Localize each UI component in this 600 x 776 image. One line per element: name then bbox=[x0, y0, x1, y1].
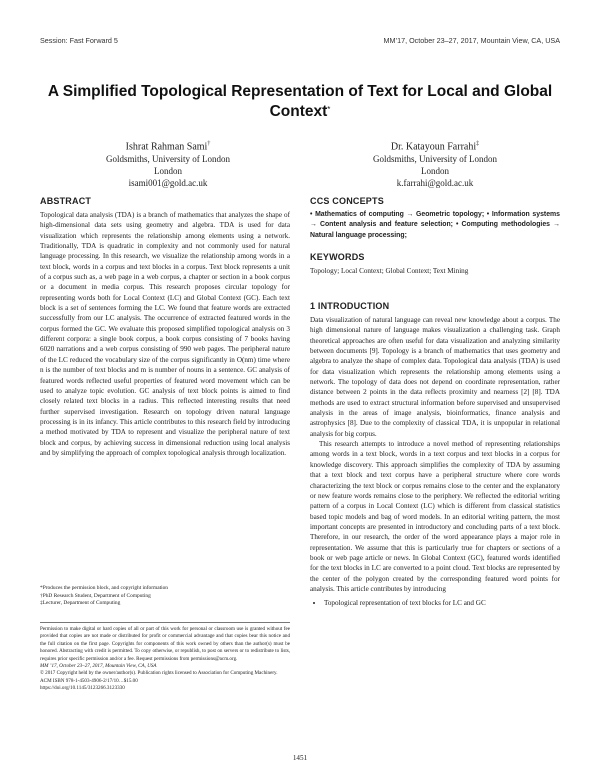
page-number: 1451 bbox=[292, 754, 308, 762]
author-affiliation: Goldsmiths, University of London bbox=[373, 154, 497, 165]
permission-doi: https://doi.org/10.1145/3123266.3123330 bbox=[40, 685, 125, 692]
ccs-heading: CCS CONCEPTS bbox=[310, 196, 384, 206]
footnote-1: *Produces the permission block, and copyright information bbox=[40, 585, 169, 591]
ccs-body bbox=[310, 210, 560, 241]
permission-isbn: ACM ISBN 978-1-4503-4906-2/17/10…$15.00 bbox=[40, 677, 138, 684]
running-header-venue: MM’17, October 23–27, 2017, Mountain View, CA, USA bbox=[383, 36, 560, 45]
author-name: Dr. Katayoun Farrahi bbox=[390, 141, 477, 153]
permission-block bbox=[40, 626, 290, 693]
ccs-text: • Mathematics of computing → Geometric topology; • Information systems → Content analysis and feature selection; • Computing methodologies → Natural language processing; bbox=[310, 211, 560, 239]
permission-copyright: © 2017 Copyright held by the owner/author(s). Publication rights licensed to Association for Computing Machinery. bbox=[40, 670, 278, 677]
contribution-item: • Topological representation of text blocks for LC and GC bbox=[324, 598, 560, 608]
permission-text: Permission to make digital or hard copies of all or part of this work for personal or classroom use is granted without fee provided that copies are not made or distributed for profit or commercial advantage and that copies bear this notice and the full citation on the first page. Copyrights for components of this work owned by others than the author(s) must be honored. Abstracting with credit is permitted. To copy otherwise, or republish, to post on servers or to redistribute to lists, requires prior specific permission and/or a fee. Request permissions from permissions@acm.org. bbox=[40, 626, 290, 662]
footnote-3: ‡Lecturer, Department of Computing bbox=[40, 600, 121, 607]
contribution-list bbox=[310, 598, 560, 608]
keywords-text: Topology; Local Context; Global Context; Text Mining bbox=[310, 267, 469, 275]
introduction-heading: 1 INTRODUCTION bbox=[310, 301, 390, 311]
abstract-text: Topological data analysis (TDA) is a branch of mathematics that analyzes the shape of high-dimensional data sets using geometry and algebra. TDA is used for data visualization which represents the relationship among elements using a network. Traditionally, TDA is quadratic in complexity and not commonly used for natural language processing. In this research, we visualize the relationship among words in a text block, words in a corpus and text blocks in a corpus. Text block represents a unit of a corpus such as, a web page in a web corpus, a chapter or section in a book corpus or a document in media corpus. This research proposes circular topology for representing words both for Local Context (LC) and Global Context (GC). Each text block is a set of sentences forming the LC. We found that feature words are extracted successfully from our LC analysis. The occurrence of extracted featured words in the corpus formed the GC. We evaluate this proposed simplified topological analysis on 3 different corpora: a single book corpus, a book corpus consisting of 7 books having 6020 narrations and a web corpus consisting of 990 web pages. The peripheral nature of the LC reduced the vocabulary size of the corpus significantly in O(nm) time where n is the number of text blocks and m is number of nouns in a sentence. GC analysis of featured words reflected useful properties of featured word movement which can be used to analyze topic evolution. GC analysis of text block points is aimed to find closely related text blocks in a radius. This reflected interesting results that need further supervised investigation. Research on topology driven natural language processing is in its infancy. This article contributes to this research field by introducing a method motivated by TDA to represent and visualize the peripheral nature of text block and corpus, by achieving success in dimensional reduction using local analysis and by simplifying the approach of complex topological analysis through localization. bbox=[40, 211, 290, 457]
abstract-heading: ABSTRACT bbox=[40, 196, 92, 206]
footnotes bbox=[40, 585, 290, 608]
keywords-body bbox=[310, 266, 560, 276]
author-city: London bbox=[421, 166, 449, 177]
author-block-1 bbox=[68, 138, 268, 189]
title-footnote-mark: * bbox=[327, 105, 331, 114]
author-affiliation: Goldsmiths, University of London bbox=[106, 154, 230, 165]
permission-venue: MM ’17, October 23–27, 2017, Mountain View, CA, USA bbox=[40, 663, 157, 670]
author-block-2 bbox=[335, 138, 535, 189]
paper-title-text: A Simplified Topological Representation of Text for Local and Global Context bbox=[47, 83, 553, 120]
introduction-body bbox=[310, 315, 560, 609]
author-email: isami001@gold.ac.uk bbox=[128, 178, 208, 189]
paper-title bbox=[40, 82, 560, 122]
footnote-2: †PhD Research Student, Department of Computing bbox=[40, 592, 151, 599]
author-name: Ishrat Rahman Sami bbox=[125, 141, 208, 153]
author-email: k.farrahi@gold.ac.uk bbox=[396, 178, 474, 189]
intro-paragraph-2: This research attempts to introduce a novel method of representing relationships among words in a text block, words in a text corpus and text blocks in a corpus for knowledge discovery. This approach simplifies the complexity of TDA by assuming that a text block and text corpus have a peripheral structure where core words characterizing the text block or corpus remains close to the center and the explanatory or new feature words remains close to the periphery. We reflected the editorial writing pattern of a corpus in Local Context (LC) which is different from classical statistics based topic models and bag of word models. In an editorial writing pattern, the most important concepts are presented in introductory and concluding parts of a text block. Therefore, in our research, the order of the word appearance plays a major role in representation. We assume that this is particularly true for chapters or sections of a book or web page article or news. In Global Context (GC), featured words identified for the text blocks in LC are converted to a point cloud. Text blocks are represented by the center of the polygon created by the corresponding featured word points for analysis. This article contributes by introducing bbox=[310, 440, 560, 593]
author-mark: † bbox=[207, 141, 211, 147]
author-city: London bbox=[154, 166, 182, 177]
abstract-body bbox=[40, 210, 290, 458]
running-header-session: Session: Fast Forward 5 bbox=[40, 36, 118, 45]
intro-paragraph-1: Data visualization of natural language can reveal new knowledge about a corpus. The high dimensional nature of language makes visualization a challenging task. Graph theoretical approaches are often useful for data visualization and analyzing similarity between documents [9]. Topology is a branch of mathematics that uses geometry and algebra to analyze the shape of complex data. Topological data analysis (TDA) is used for data visualization which represents the relationship among elements using a network. The topology of data does not depend on coordinate representation, rather distance between 2 points in the data reflects proximity and nearness [2] [8]. TDA methods are used to extract structural information before supervised and unsupervised analysis in the areas of image analysis, bioinformatics, finance analysis and astrophysics [8]. Due to the complexity of classical TDA, it is unpopular in relational analysis for big corpus. bbox=[310, 316, 560, 438]
keywords-heading: KEYWORDS bbox=[310, 252, 365, 262]
permission-divider bbox=[40, 622, 290, 623]
author-mark: ‡ bbox=[476, 141, 480, 147]
